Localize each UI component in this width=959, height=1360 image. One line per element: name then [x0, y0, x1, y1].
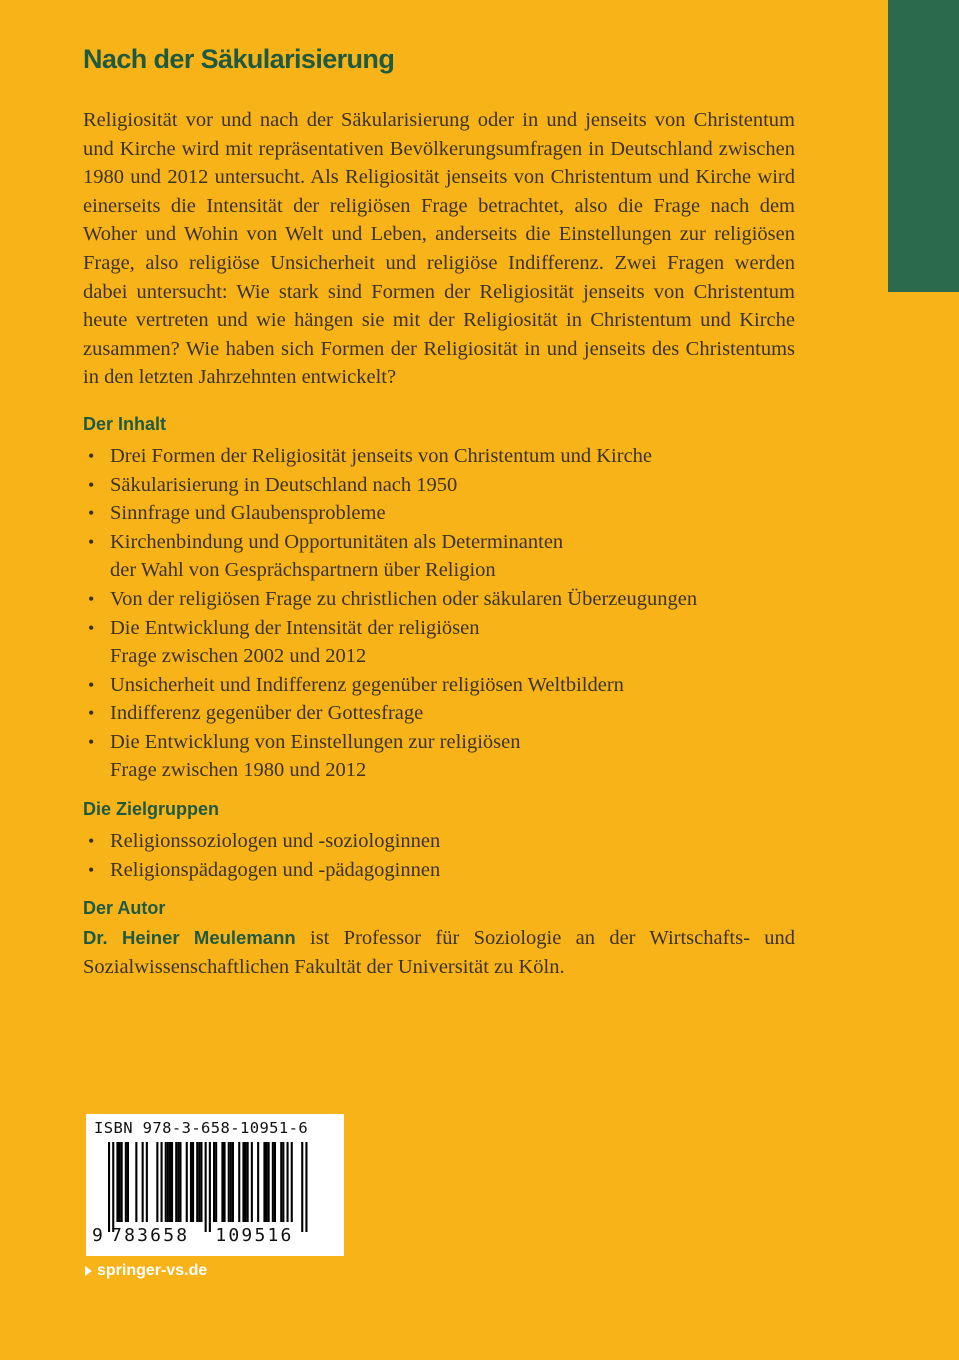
barcode-bar [287, 1142, 289, 1222]
author-name: Dr. Heiner Meulemann [83, 927, 296, 949]
barcode-bar [238, 1142, 240, 1222]
barcode-bar [224, 1142, 226, 1222]
bullet-icon: • [88, 445, 95, 466]
heading-autor: Der Autor [83, 898, 166, 919]
barcode-bar [301, 1142, 303, 1232]
barcode-bar [161, 1142, 163, 1222]
inhalt-item-line: Drei Formen der Religiosität jenseits von Christentum und Kirche [110, 444, 653, 467]
barcode-bar [167, 1142, 169, 1222]
barcode-bar [242, 1142, 244, 1222]
barcode-bar [251, 1142, 253, 1222]
barcode-bar [121, 1142, 123, 1222]
inhalt-item-line: Sinnfrage und Glaubensprobleme [110, 502, 386, 525]
inhalt-item-line: Frage zwischen 1980 und 2012 [110, 759, 367, 782]
inhalt-item [83, 671, 795, 700]
barcode-bar [263, 1142, 265, 1222]
triangle-right-icon [85, 1266, 92, 1276]
barcode-bar [169, 1142, 171, 1222]
bullet-icon: • [88, 831, 95, 852]
barcode-bar [125, 1142, 127, 1222]
inhalt-item [83, 442, 795, 471]
barcode-bar [266, 1142, 268, 1222]
barcode-bar [215, 1142, 217, 1222]
bullet-icon: • [88, 588, 95, 609]
barcode-bar [209, 1142, 211, 1232]
inhalt-item-line: Die Entwicklung von Einstellungen zur religiösen [110, 730, 521, 753]
inhalt-item [83, 614, 795, 671]
heading-zielgruppen: Die Zielgruppen [83, 799, 220, 820]
inhalt-item-line: Von der religiösen Frage zu christlichen oder säkularen Überzeugungen [110, 587, 698, 610]
barcode-bar [280, 1142, 282, 1222]
inhalt-item [83, 499, 795, 528]
barcode-bar [196, 1142, 198, 1222]
green-accent-bar [888, 0, 959, 292]
inhalt-item-line: Frage zwischen 2002 und 2012 [110, 645, 367, 668]
inhalt-item [83, 699, 795, 728]
barcode-bars [108, 1142, 322, 1234]
barcode-bar [177, 1142, 179, 1222]
zielgruppen-item [83, 856, 795, 885]
back-cover-content [83, 40, 795, 981]
inhalt-item-line: der Wahl von Gesprächspartnern über Religion [110, 559, 496, 582]
isbn-label: ISBN 978-3-658-10951-6 [94, 1119, 309, 1137]
barcode-bar [171, 1142, 173, 1222]
barcode-bar [142, 1142, 144, 1222]
barcode-bar [257, 1142, 259, 1222]
barcode-bar [175, 1142, 177, 1222]
zielgruppen-item-line: Religionspädagogen und -pädagoginnen [110, 858, 441, 881]
bullet-icon: • [88, 859, 95, 880]
intro-paragraph: Religiosität vor und nach der Säkularisierung oder in und jenseits von Christentum und Kirche wird mit repräsentativen Bevölkerungsumfragen in Deutschland zwischen 1980 und 2012 untersucht. Als Religiosität jenseits von Christentum und Kirche wird einerseits die Intensität der religiösen Frage betrachtet, also die Frage nach dem Woher und Wohin von Welt und Leben, anderseits die Einstellungen zur religiösen Frage, also religiöse Unsicherheit und religiöse Indifferenz. Zwei Fragen werden dabei untersucht: Wie stark sind Formen der Religiosität jenseits von Christentum heute vertreten und wie hängen sie mit der Religiosität in Christentum und Kirche zusammen? Wie haben sich Formen der Religiosität in und jenseits des Christentums in den letzten Jahrzehnten entwickelt? [83, 109, 795, 389]
barcode-first-digit: 9 [92, 1225, 106, 1246]
bullet-icon: • [88, 703, 95, 724]
barcode-bar [116, 1142, 118, 1222]
bullet-icon: • [88, 474, 95, 495]
heading-inhalt: Der Inhalt [83, 413, 167, 434]
barcode-bar [119, 1142, 121, 1222]
barcode-bar [146, 1142, 148, 1222]
bullet-icon: • [88, 531, 95, 552]
isbn-barcode [86, 1114, 344, 1256]
target-groups-list [83, 827, 795, 884]
barcode-bar [186, 1142, 188, 1222]
inhalt-item-line: Säkularisierung in Deutschland nach 1950 [110, 473, 458, 496]
zielgruppen-item-line: Religionssoziologen und -soziologinnen [110, 830, 441, 853]
publisher-link[interactable] [85, 1262, 207, 1280]
barcode-bar [221, 1142, 223, 1222]
inhalt-item [83, 528, 795, 585]
barcode-bar [198, 1142, 200, 1222]
barcode-bar [268, 1142, 270, 1222]
bullet-icon: • [88, 731, 95, 752]
barcode-bar [205, 1142, 207, 1232]
inhalt-item [83, 471, 795, 500]
barcode-bar [190, 1142, 192, 1222]
barcode-bar [112, 1142, 114, 1232]
barcode-bar [305, 1142, 307, 1232]
barcode-bar [291, 1142, 293, 1222]
inhalt-item-line: Kirchenbindung und Opportunitäten als Determinanten [110, 530, 564, 553]
barcode-bar [135, 1142, 137, 1222]
author-paragraph [83, 924, 795, 981]
bullet-icon: • [88, 503, 95, 524]
barcode-bar [245, 1142, 247, 1222]
inhalt-item-line: Unsicherheit und Indifferenz gegenüber religiösen Weltbildern [110, 673, 624, 696]
inhalt-item [83, 585, 795, 614]
barcode-bar [282, 1142, 284, 1222]
barcode-bar [156, 1142, 158, 1222]
inhalt-item-line: Indifferenz gegenüber der Gottesfrage [110, 702, 424, 725]
barcode-bar [108, 1142, 110, 1232]
zielgruppen-item [83, 827, 795, 856]
barcode-bar [127, 1142, 129, 1222]
barcode-bar [192, 1142, 194, 1222]
barcode-bar [228, 1142, 230, 1222]
barcode-left-group: 783658 [111, 1225, 190, 1246]
barcode-bar [232, 1142, 234, 1222]
barcode-digits [92, 1225, 294, 1246]
barcode-right-group: 109516 [215, 1225, 294, 1246]
book-title: Nach der Säkularisierung [83, 44, 395, 74]
inhalt-item [83, 728, 795, 785]
bullet-icon: • [88, 617, 95, 638]
bullet-icon: • [88, 674, 95, 695]
barcode-bar [200, 1142, 202, 1222]
barcode-bar [247, 1142, 249, 1222]
inhalt-item-line: Die Entwicklung der Intensität der religiösen [110, 616, 480, 639]
barcode-bar [272, 1142, 274, 1222]
contents-list [83, 442, 795, 785]
barcode-bar [165, 1142, 167, 1222]
barcode-bar [274, 1142, 276, 1222]
publisher-url: springer-vs.de [97, 1262, 208, 1279]
barcode-bar [179, 1142, 181, 1222]
barcode-bar [230, 1142, 232, 1222]
author-bio: ist Professor für Soziologie an der Wirtschafts- und Sozialwissenschaftlichen Fakultät der Universität zu Köln. [83, 927, 795, 978]
barcode-bar [213, 1142, 215, 1222]
